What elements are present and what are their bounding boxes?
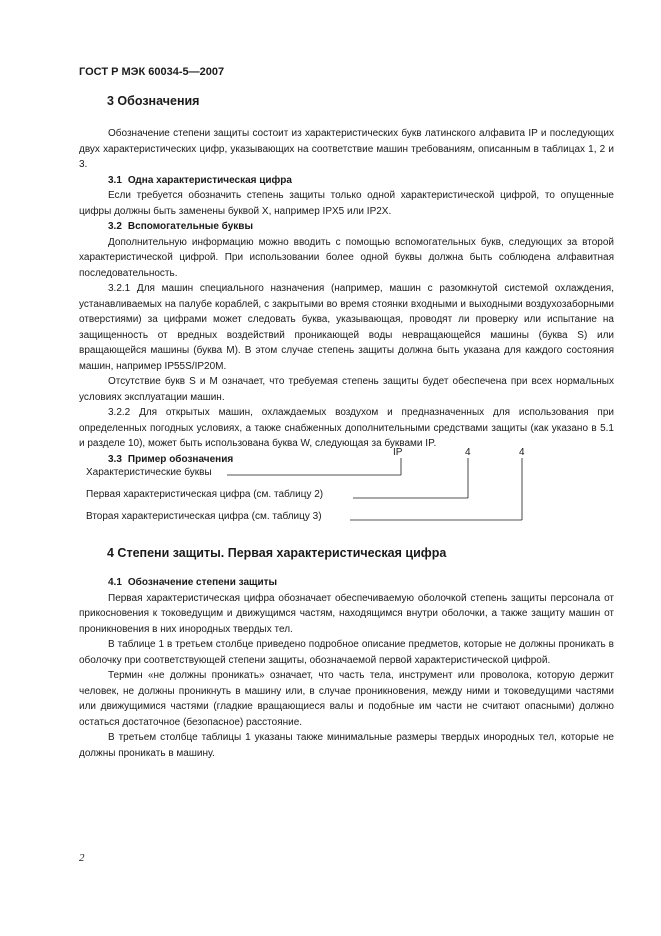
- page-number: 2: [79, 852, 85, 864]
- subsection-title: Пример обозначения: [127, 453, 234, 465]
- document-header: ГОСТ Р МЭК 60034-5—2007: [79, 66, 225, 78]
- label-first-digit: Первая характеристическая цифра (см. таблицу 2): [86, 489, 324, 500]
- subsection-title: Обозначение степени защиты: [127, 577, 278, 588]
- subsection-title: Одна характеристическая цифра: [127, 174, 292, 186]
- subsection-number: 4.1: [108, 577, 122, 588]
- subsection-number: 3.3: [108, 453, 122, 465]
- second-digit: 4: [519, 447, 525, 458]
- paragraph: 3.2.2 Для открытых машин, охлаждаемых воздухом и предназначенных для использования при определенных погодных условиях, а также снабженных дополнительными средствами защиты (как указано в 5.1 и разделе 10), может быть использована буква W, следующая за буквами IP.: [79, 407, 614, 449]
- label-second-digit: Вторая характеристическая цифра (см. таблицу 3): [86, 511, 322, 522]
- paragraph: Отсутствие букв S и M означает, что требуемая степень защиты будет обеспечена при всех нормальных условиях эксплуатации машин.: [79, 376, 614, 403]
- paragraph: Дополнительную информацию можно вводить с помощью вспомогательных букв, следующих за второй характеристической цифрой. При использовании более одной буквы должна быть соблюдена алфавитная последовательность.: [79, 236, 614, 279]
- section-3-heading: 3 Обозначения: [107, 94, 200, 108]
- subsection-number: 3.1: [108, 174, 122, 186]
- label-letters: Характеристические буквы: [86, 467, 212, 478]
- section-4-heading: 4 Степени защиты. Первая характеристическая цифра: [107, 546, 447, 560]
- subsection-number: 3.2: [108, 221, 122, 232]
- paragraph: Первая характеристическая цифра обозначает обеспечиваемую оболочкой степень защиты персонала от прикосновения к токоведущим и движущимся частям, находящимся внутри оболочки, а также защиту машин от проникновения в них инородных твердых тел.: [79, 592, 614, 635]
- code-letters: IP: [393, 447, 403, 458]
- paragraph: 3.2.1 Для машин специального назначения (например, машин с разомкнутой системой охлаждения, устанавливаемых на палубе кораблей, с закрытыми во время стоянки входными и выходными воздухозаборными отверстиями) за цифрами может следовать буква, указывающая, проводят ли проверку или испытание на защищенность от вредных воздействий проникающей воды невращающейся машины (буква S) или вращающейся машины (буква M). В этом случае степень защиты должна быть указана для каждого состояния машин, например IP55S/IP20M.: [79, 283, 614, 372]
- paragraph: В третьем столбце таблицы 1 указаны также минимальные размеры твердых инородных тел, которые не должны проникать в машину.: [79, 732, 614, 759]
- first-digit: 4: [465, 447, 471, 458]
- subsection-title: Вспомогательные буквы: [127, 221, 253, 232]
- paragraph: Если требуется обозначить степень защиты только одной характеристической цифрой, то опущенные цифры должны быть заменены буквой X, например IPX5 или IP2X.: [79, 190, 614, 217]
- paragraph: В таблице 1 в третьем столбце приведено подробное описание предметов, которые не должны проникать в оболочку при соответствующей степени защиты, обозначаемой первой характеристической цифрой.: [79, 639, 614, 666]
- paragraph: Обозначение степени защиты состоит из характеристических букв латинского алфавита IP и последующих двух характеристических цифр, указывающих на соответствие машин требованиям, описанным в таблицах 1, 2 и 3.: [79, 128, 614, 170]
- section-4-body: [79, 575, 614, 761]
- paragraph: Термин «не должны проникать» означает, что часть тела, инструмент или проволока, которую держит человек, не должны проникнуть в машину или, в случае проникновения, между ними и токоведущими частями или движущимися частями (гладкие вращающиеся валы и подобные им части не считают опасными) должно остаться достаточное (безопасное) расстояние.: [79, 670, 614, 728]
- subsection-heading: [79, 575, 614, 591]
